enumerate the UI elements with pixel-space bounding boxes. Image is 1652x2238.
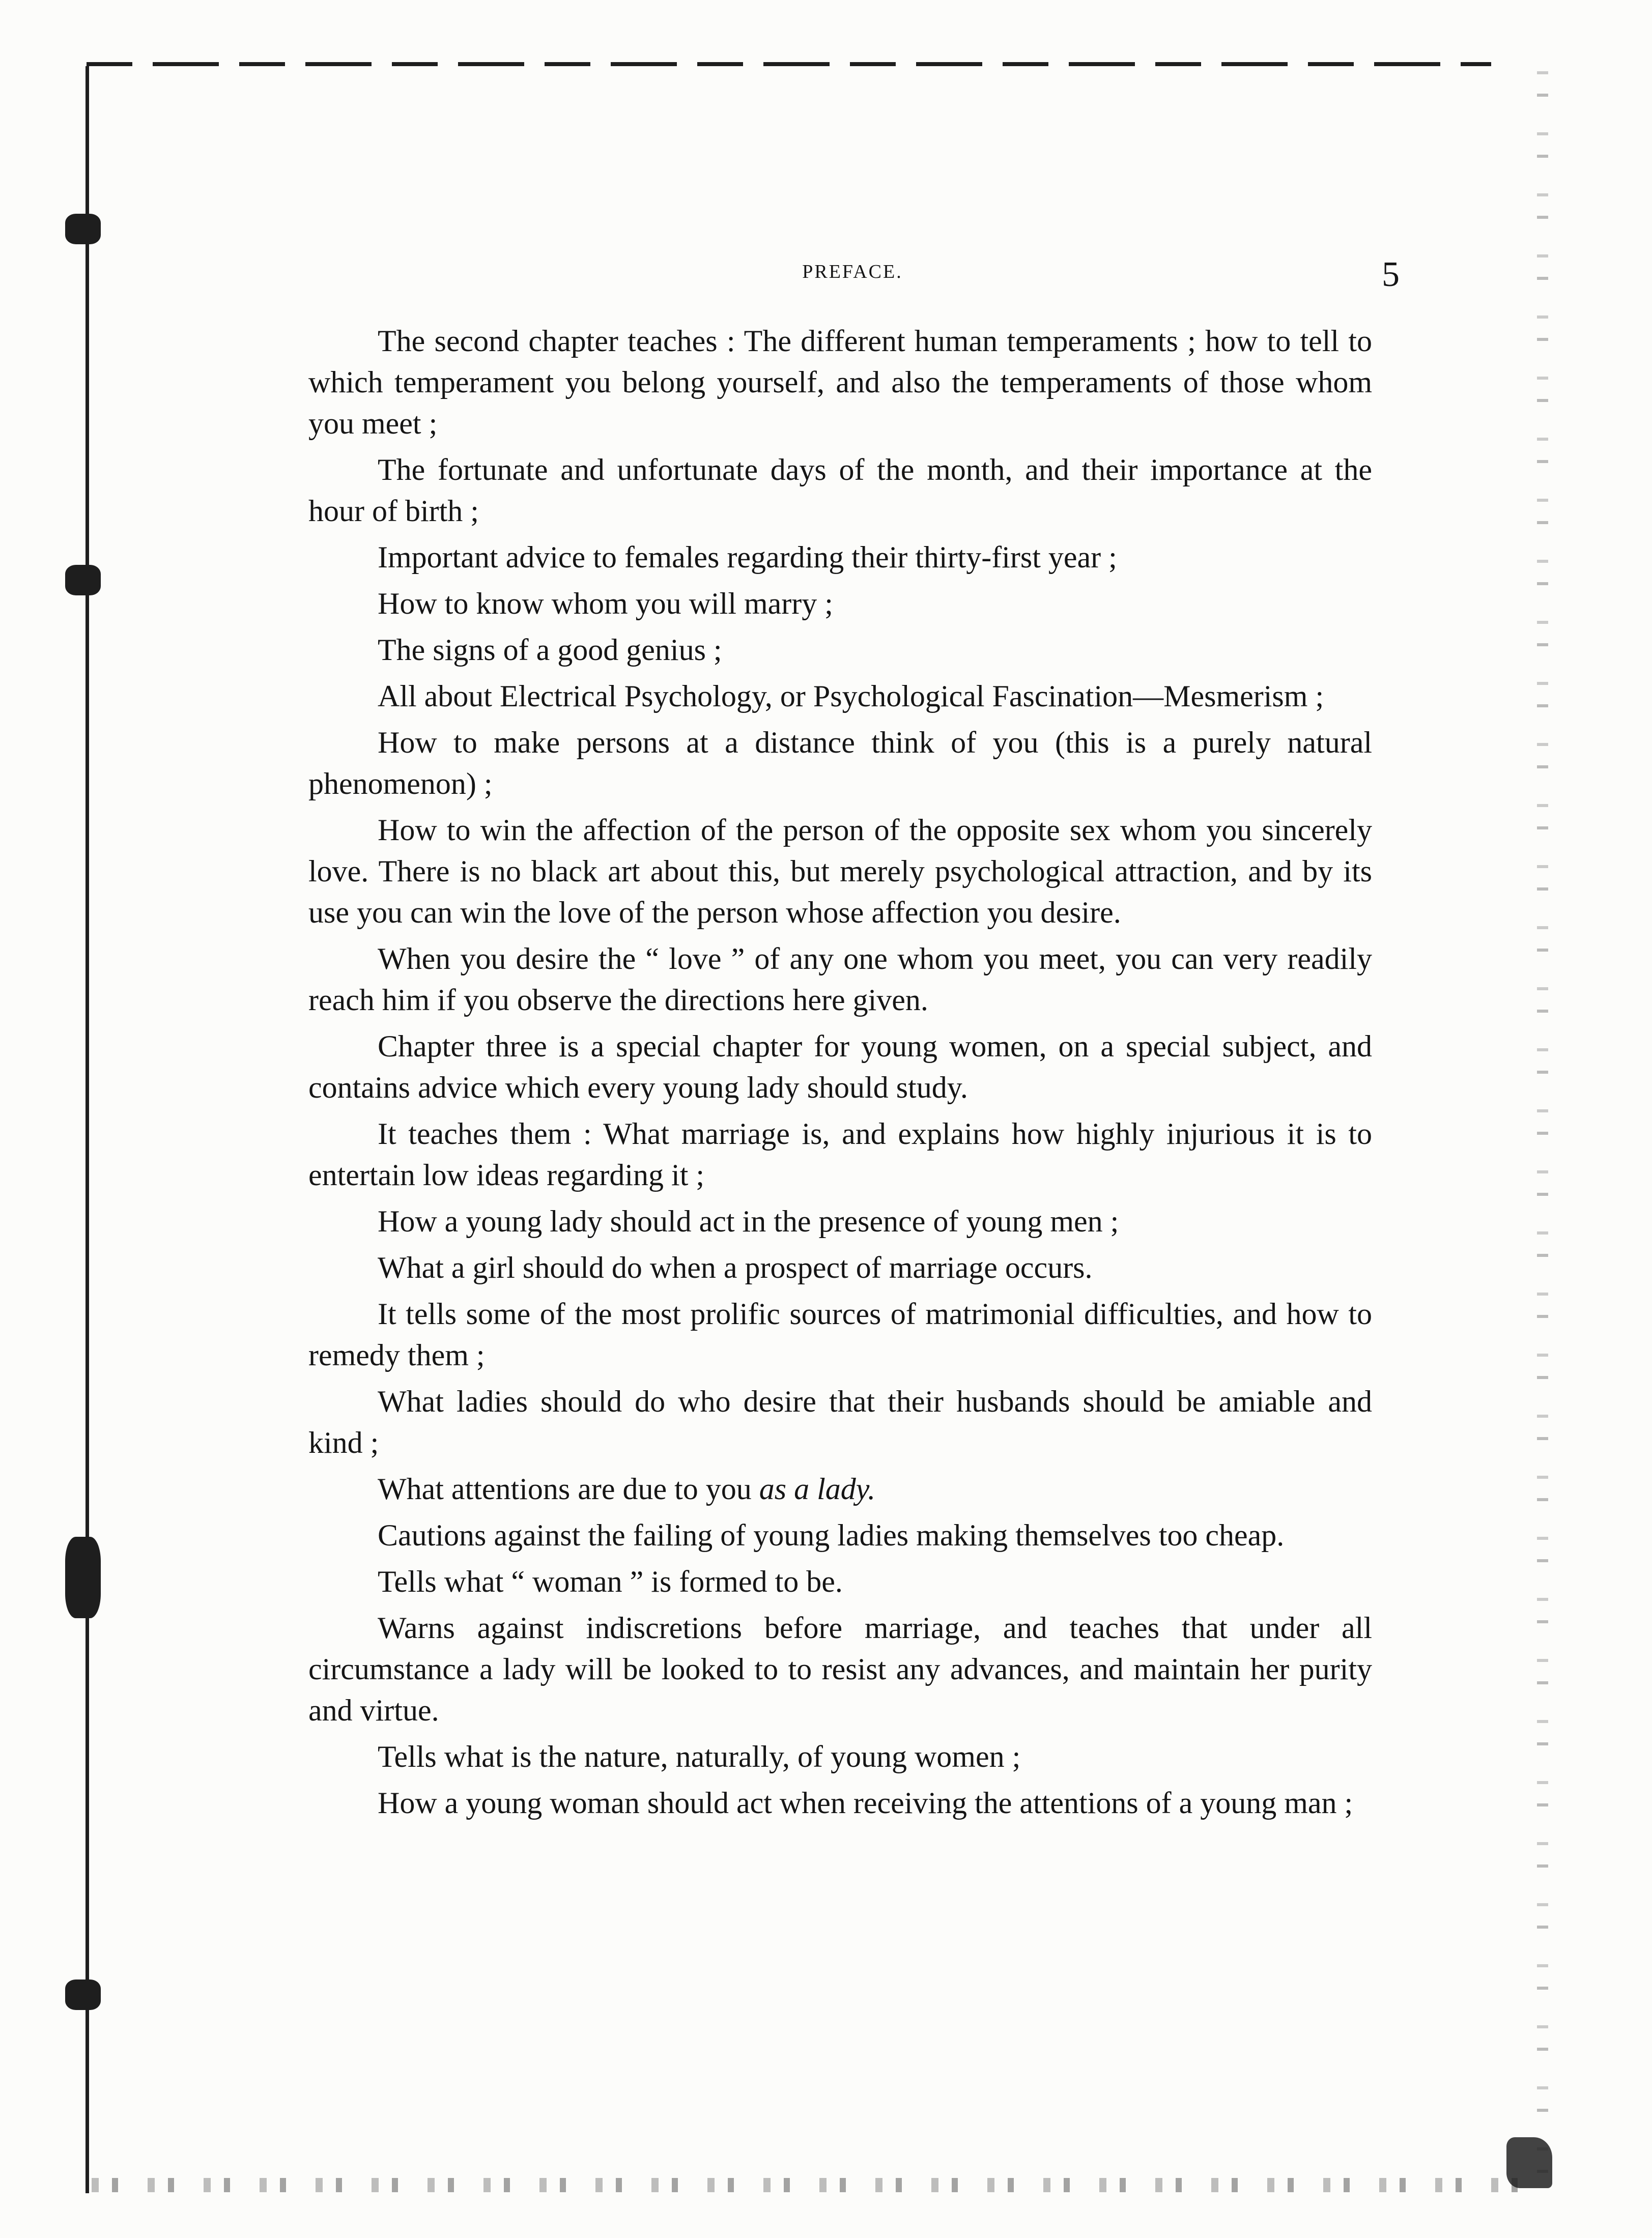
paragraph: Chapter three is a special chapter for young women, on a special subject, and contains advice which every young lady should study. (308, 1029, 1372, 1104)
page-top-edge-mark (87, 62, 1491, 66)
paragraph: Tells what “ woman ” is formed to be. (378, 1565, 843, 1598)
paragraph: How to know whom you will marry ; (378, 587, 833, 620)
paragraph: What ladies should do who desire that their husbands should be amiable and kind ; (308, 1385, 1372, 1459)
edge-blot (65, 214, 101, 244)
edge-blot (65, 1979, 101, 2010)
paragraph: When you desire the “ love ” of any one whom you meet, you can very readily reach him if you observe the directions here given. (308, 942, 1372, 1017)
corner-ink-blot (1506, 2137, 1552, 2188)
paragraph: The fortunate and unfortunate days of the month, and their importance at the hour of birth ; (308, 453, 1372, 528)
paragraph: How to make persons at a distance think of you (this is a purely natural phenomenon) ; (308, 726, 1372, 800)
paragraph: How to win the affection of the person of the opposite sex whom you sincerely love. There is no black art about this, but merely psychological attraction, and by its use you can win the love of the person whose affection you desire. (308, 813, 1372, 929)
paragraph: How a young woman should act when receiving the attentions of a young man ; (378, 1786, 1353, 1820)
page-number: 5 (1382, 255, 1400, 294)
paragraph: The second chapter teaches : The different human temperaments ; how to tell to which temperament you belong yourself, and also the temperaments of those whom you meet ; (308, 324, 1372, 440)
paragraph: It teaches them : What marriage is, and explains how highly injurious it is to entertain low ideas regarding it ; (308, 1117, 1372, 1192)
text-body (308, 321, 1372, 1829)
edge-blot (65, 1537, 101, 1618)
italic-phrase: as a lady. (759, 1472, 876, 1506)
edge-blot (65, 565, 101, 595)
page-header (305, 254, 1400, 295)
paragraph-text: What attentions are due to you (378, 1472, 759, 1506)
running-head: PREFACE. (802, 261, 903, 282)
paragraph: What a girl should do when a prospect of marriage occurs. (378, 1251, 1093, 1284)
paragraph (308, 1469, 1372, 1510)
page-right-edge-speckle (1537, 71, 1548, 2178)
paragraph: Warns against indiscretions before marriage, and teaches that under all circumstance a lady will be looked to to resist any advances, and maintain her purity and virtue. (308, 1611, 1372, 1727)
paragraph: Important advice to females regarding their thirty-first year ; (378, 540, 1117, 574)
paragraph: Cautions against the failing of young ladies making themselves too cheap. (378, 1518, 1285, 1552)
paragraph: The signs of a good genius ; (378, 633, 722, 667)
paragraph: How a young lady should act in the presence of young men ; (378, 1204, 1119, 1238)
paragraph: Tells what is the nature, naturally, of young women ; (378, 1740, 1021, 1773)
paragraph: All about Electrical Psychology, or Psychological Fascination—Mesmerism ; (378, 679, 1324, 713)
page-left-edge-mark (86, 66, 89, 2193)
paragraph: It tells some of the most prolific sources of matrimonial difficulties, and how to remedy them ; (308, 1297, 1372, 1372)
page-bottom-edge-speckle (92, 2178, 1547, 2192)
